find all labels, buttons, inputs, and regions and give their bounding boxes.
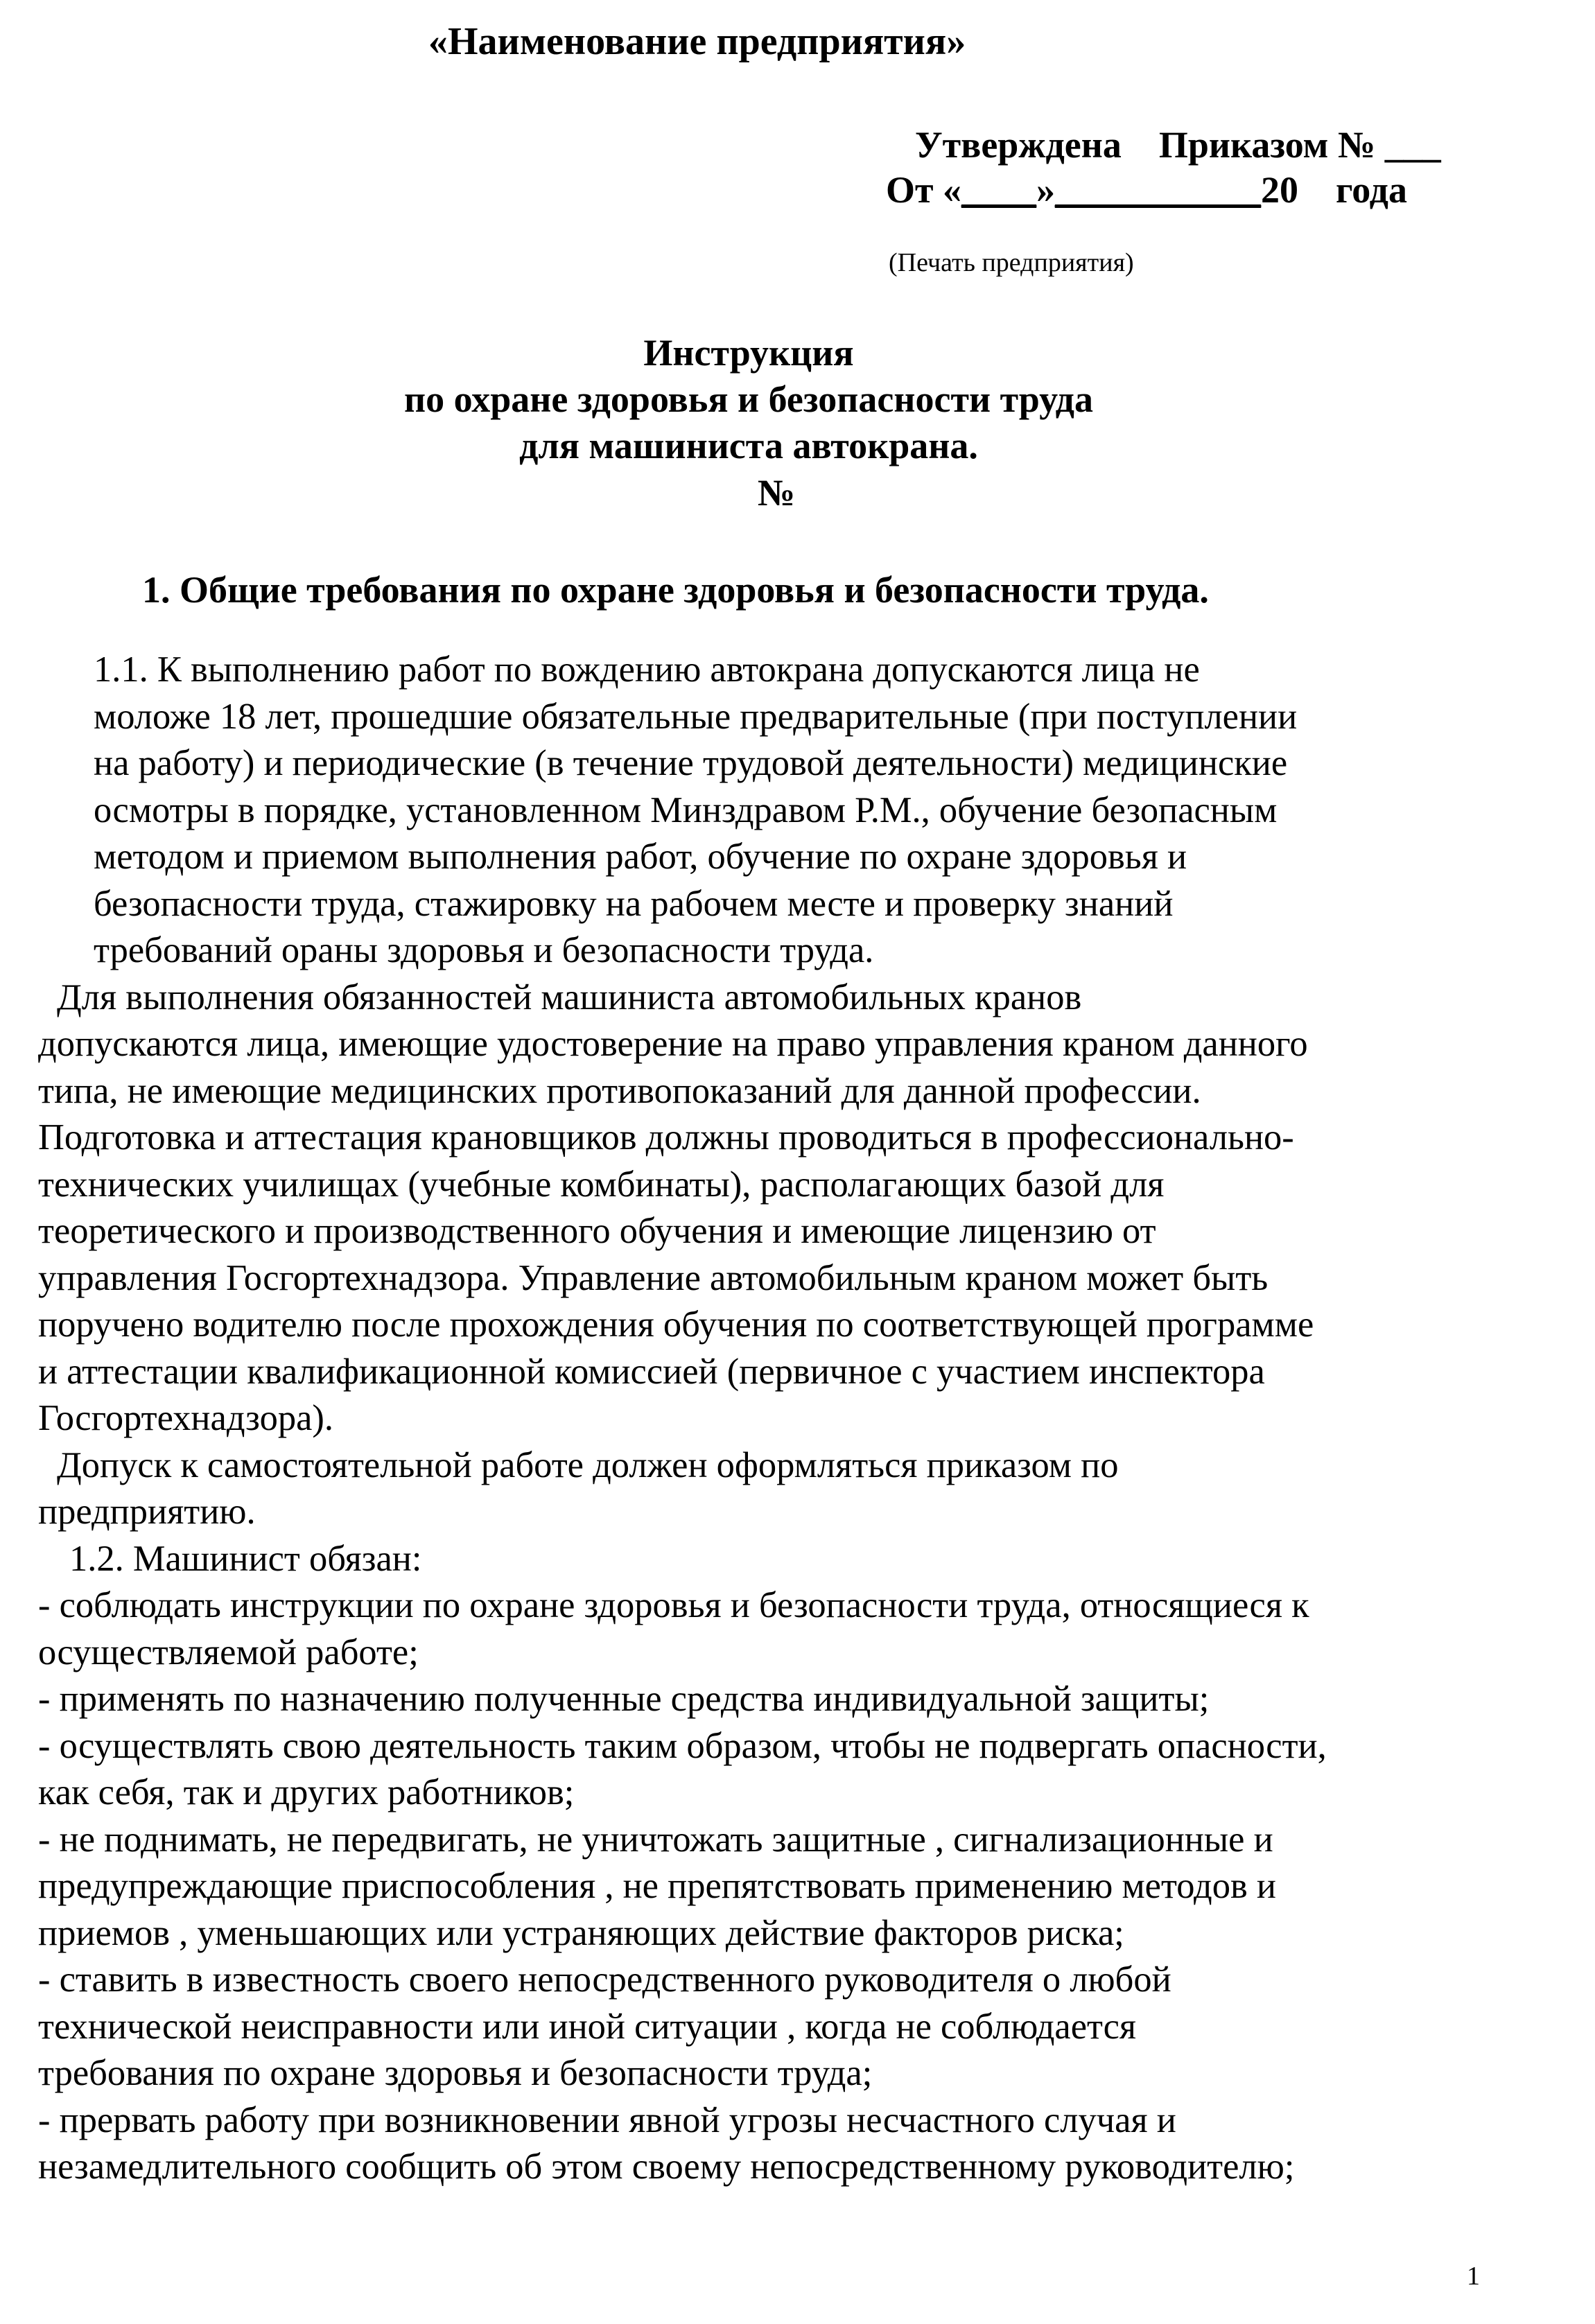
body-line: приемов , уменьшающих или устраняющих действие факторов риска;: [38, 1913, 1124, 1953]
body-line: 1.2. Машинист обязан:: [69, 1539, 422, 1579]
body-line: осмотры в порядке, установленном Минздравом Р.М., обучение безопасным: [94, 790, 1278, 830]
body-line: управления Госгортехнадзора. Управление автомобильным краном может быть: [38, 1258, 1269, 1298]
body-line: допускаются лица, имеющие удостоверение на право управления краном данного: [38, 1024, 1308, 1064]
body-line: - соблюдать инструкции по охране здоровья и безопасности труда, относящиеся к: [38, 1585, 1309, 1625]
document-title-line-1: Инструкция: [643, 332, 854, 374]
approval-order-line: [915, 123, 1441, 166]
body-line: требований ораны здоровья и безопасности труда.: [94, 930, 874, 970]
order-label: Приказом №: [1158, 124, 1376, 166]
stamp-note: (Печать предприятия): [889, 248, 1134, 277]
body-line: типа, не имеющие медицинских противопоказаний для данной профессии.: [38, 1071, 1201, 1111]
date-quote-close: »: [1036, 169, 1056, 211]
body-line: предприятию.: [38, 1492, 256, 1532]
body-line: методом и приемом выполнения работ, обучение по охране здоровья и: [94, 837, 1187, 877]
body-line: технических училищах (учебные комбинаты), располагающих базой для: [38, 1164, 1165, 1205]
body-line: Допуск к самостоятельной работе должен оформляться приказом по: [57, 1445, 1119, 1485]
body-line: - прервать работу при возникновении явной угрозы несчастного случая и: [38, 2100, 1176, 2140]
body-line: - применять по назначению полученные средства индивидуальной защиты;: [38, 1679, 1210, 1719]
date-from-label: От «: [886, 169, 962, 211]
document-title-line-2: по охране здоровья и безопасности труда: [403, 378, 1094, 420]
approved-label: Утверждена: [915, 124, 1122, 166]
body-line: Госгортехнадзора).: [38, 1398, 334, 1438]
body-line: моложе 18 лет, прошедшие обязательные предварительные (при поступлении: [94, 697, 1298, 737]
body-line: незамедлительного сообщить об этом своему непосредственному руководителю;: [38, 2147, 1295, 2187]
body-line: - ставить в известность своего непосредственного руководителя о любой: [38, 1959, 1171, 2000]
body-line: 1.1. К выполнению работ по вождению автокрана допускаются лица не: [94, 649, 1200, 690]
date-month-blank: ___________: [1055, 169, 1262, 211]
body-line: технической неисправности или иной ситуации , когда не соблюдается: [38, 2007, 1137, 2047]
body-line: требования по охране здоровья и безопасности труда;: [38, 2053, 873, 2093]
page-number: 1: [1467, 2262, 1480, 2291]
body-line: Для выполнения обязанностей машиниста автомобильных кранов: [57, 977, 1082, 1017]
order-number-blank: ___: [1384, 124, 1441, 166]
date-year-prefix: 20: [1261, 169, 1299, 211]
date-day-blank: ____: [961, 169, 1037, 211]
company-name: «Наименование предприятия»: [428, 20, 966, 63]
date-year-label: года: [1336, 169, 1407, 211]
approval-date-line: [886, 168, 1407, 211]
document-title-line-3: для машиниста автокрана.: [519, 425, 978, 466]
body-line: поручено водителю после прохождения обучения по соответствующей программе: [38, 1304, 1314, 1345]
body-line: Подготовка и аттестация крановщиков должны проводиться в профессионально-: [38, 1117, 1294, 1157]
body-line: безопасности труда, стажировку на рабочем месте и проверку знаний: [94, 884, 1174, 924]
section-heading: 1. Общие требования по охране здоровья и безопасности труда.: [142, 569, 1209, 611]
body-line: - не поднимать, не передвигать, не уничтожать защитные , сигнализационные и: [38, 1819, 1273, 1860]
body-line: как себя, так и других работников;: [38, 1772, 575, 1812]
body-line: осуществляемой работе;: [38, 1632, 419, 1672]
body-line: предупреждающие приспособления , не препятствовать применению методов и: [38, 1866, 1276, 1906]
body-line: теоретического и производственного обучения и имеющие лицензию от: [38, 1211, 1156, 1251]
body-line: и аттестации квалификационной комиссией (первичное с участием инспектора: [38, 1352, 1265, 1392]
body-line: - осуществлять свою деятельность таким образом, чтобы не подвергать опасности,: [38, 1726, 1327, 1766]
document-number-mark: №: [757, 472, 796, 514]
body-line: на работу) и периодические (в течение трудовой деятельности) медицинские: [94, 743, 1288, 783]
